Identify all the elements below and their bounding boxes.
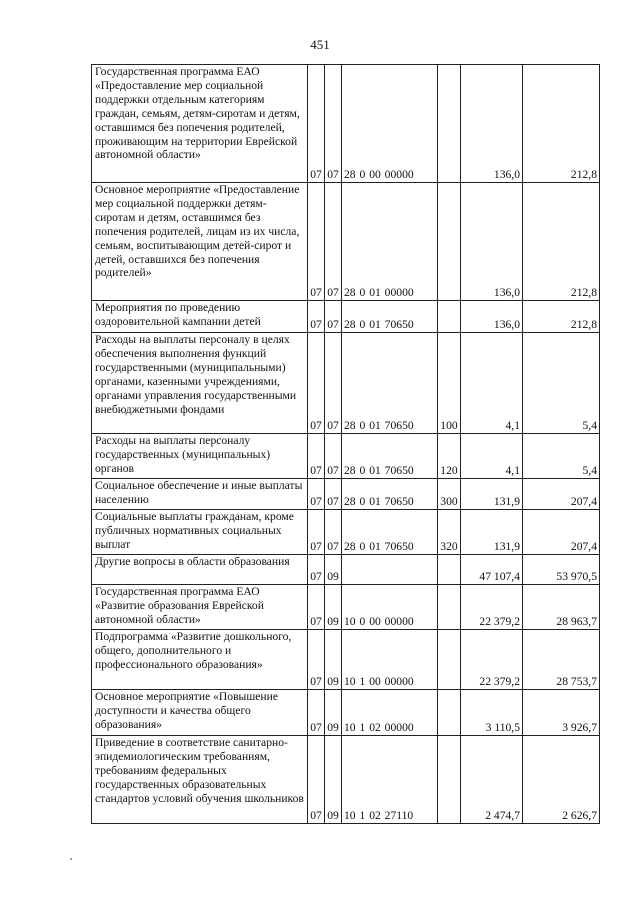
section-code: 07 — [308, 301, 325, 333]
amount-year-1: 4,1 — [461, 333, 523, 434]
section-code: 07 — [308, 65, 325, 183]
subsection-code: 09 — [325, 690, 342, 736]
amount-year-1: 47 107,4 — [461, 555, 523, 585]
amount-year-1: 136,0 — [461, 65, 523, 183]
table-row — [92, 510, 600, 555]
expense-type-code — [438, 585, 461, 630]
expense-type-code — [438, 183, 461, 301]
section-code: 07 — [308, 736, 325, 824]
amount-year-2: 5,4 — [523, 333, 600, 434]
section-code: 07 — [308, 333, 325, 434]
row-name: Основное мероприятие «Повышение доступности и качества общего образования» — [92, 690, 308, 736]
target-article-code: 10 0 00 00000 — [342, 585, 438, 630]
subsection-code: 07 — [325, 65, 342, 183]
amount-year-1: 4,1 — [461, 434, 523, 479]
table-row — [92, 333, 600, 434]
target-article-code: 10 1 00 00000 — [342, 630, 438, 690]
table-row — [92, 585, 600, 630]
table-row — [92, 630, 600, 690]
amount-year-1: 3 110,5 — [461, 690, 523, 736]
expense-type-code — [438, 736, 461, 824]
row-name: Подпрограмма «Развитие дошкольного, общего, дополнительного и профессионального образования» — [92, 630, 308, 690]
table-row — [92, 736, 600, 824]
subsection-code: 07 — [325, 301, 342, 333]
amount-year-2: 207,4 — [523, 479, 600, 510]
section-code: 07 — [308, 183, 325, 301]
expense-type-code: 120 — [438, 434, 461, 479]
section-code: 07 — [308, 630, 325, 690]
subsection-code: 09 — [325, 630, 342, 690]
amount-year-2: 5,4 — [523, 434, 600, 479]
subsection-code: 07 — [325, 434, 342, 479]
subsection-code: 07 — [325, 510, 342, 555]
table-row — [92, 183, 600, 301]
amount-year-1: 22 379,2 — [461, 585, 523, 630]
expense-type-code: 300 — [438, 479, 461, 510]
amount-year-1: 131,9 — [461, 479, 523, 510]
expense-type-code — [438, 301, 461, 333]
row-name: Социальное обеспечение и иные выплаты населению — [92, 479, 308, 510]
expense-type-code — [438, 65, 461, 183]
section-code: 07 — [308, 510, 325, 555]
target-article-code: 10 1 02 27110 — [342, 736, 438, 824]
target-article-code: 28 0 01 70650 — [342, 434, 438, 479]
amount-year-2: 207,4 — [523, 510, 600, 555]
scan-speck — [70, 858, 72, 860]
row-name: Другие вопросы в области образования — [92, 555, 308, 585]
amount-year-2: 53 970,5 — [523, 555, 600, 585]
target-article-code: 28 0 01 70650 — [342, 479, 438, 510]
expense-type-code — [438, 630, 461, 690]
expense-type-code: 320 — [438, 510, 461, 555]
row-name: Основное мероприятие «Предоставление мер социальной поддержки детям-сиротам и детям, оставшимся без попечения родителей, лицам из их числа, семьям, воспитывающим детей-сирот и детей, оставшихся без попечения родителей» — [92, 183, 308, 301]
table-row — [92, 555, 600, 585]
row-name: Мероприятия по проведению оздоровительной кампании детей — [92, 301, 308, 333]
subsection-code: 07 — [325, 479, 342, 510]
row-name: Расходы на выплаты персоналу в целях обеспечения выполнения функций государственными (муниципальными) органами, казенными учреждениями, органами управления государственными внебюджетными фондами — [92, 333, 308, 434]
amount-year-2: 212,8 — [523, 301, 600, 333]
row-name: Государственная программа ЕАО «Развитие образования Еврейской автономной области» — [92, 585, 308, 630]
target-article-code: 28 0 01 70650 — [342, 510, 438, 555]
section-code: 07 — [308, 479, 325, 510]
target-article-code: 28 0 01 00000 — [342, 183, 438, 301]
row-name: Социальные выплаты гражданам, кроме публичных нормативных социальных выплат — [92, 510, 308, 555]
section-code: 07 — [308, 690, 325, 736]
amount-year-2: 28 753,7 — [523, 630, 600, 690]
table-row — [92, 479, 600, 510]
amount-year-1: 131,9 — [461, 510, 523, 555]
table-row — [92, 65, 600, 183]
target-article-code: 28 0 01 70650 — [342, 301, 438, 333]
target-article-code: 28 0 00 00000 — [342, 65, 438, 183]
amount-year-1: 136,0 — [461, 183, 523, 301]
budget-table — [91, 64, 600, 824]
row-name: Государственная программа ЕАО «Предоставление мер социальной поддержки отдельным категориям граждан, семьям, детям-сиротам и детям, оставшимся без попечения родителей, проживающим на территории Еврейской автономной области» — [92, 65, 308, 183]
amount-year-2: 3 926,7 — [523, 690, 600, 736]
amount-year-2: 212,8 — [523, 183, 600, 301]
expense-type-code — [438, 555, 461, 585]
section-code: 07 — [308, 585, 325, 630]
target-article-code: 28 0 01 70650 — [342, 333, 438, 434]
row-name: Приведение в соответствие санитарно-эпидемиологическим требованиям, требованиям федеральных государственных образовательных стандартов условий обучения школьников — [92, 736, 308, 824]
subsection-code: 07 — [325, 333, 342, 434]
amount-year-1: 22 379,2 — [461, 630, 523, 690]
table-row — [92, 690, 600, 736]
amount-year-1: 2 474,7 — [461, 736, 523, 824]
subsection-code: 09 — [325, 555, 342, 585]
table-row — [92, 301, 600, 333]
target-article-code — [342, 555, 438, 585]
subsection-code: 07 — [325, 183, 342, 301]
section-code: 07 — [308, 555, 325, 585]
subsection-code: 09 — [325, 736, 342, 824]
amount-year-2: 212,8 — [523, 65, 600, 183]
table-row — [92, 434, 600, 479]
section-code: 07 — [308, 434, 325, 479]
amount-year-2: 28 963,7 — [523, 585, 600, 630]
amount-year-1: 136,0 — [461, 301, 523, 333]
target-article-code: 10 1 02 00000 — [342, 690, 438, 736]
subsection-code: 09 — [325, 585, 342, 630]
expense-type-code: 100 — [438, 333, 461, 434]
amount-year-2: 2 626,7 — [523, 736, 600, 824]
row-name: Расходы на выплаты персоналу государственных (муниципальных) органов — [92, 434, 308, 479]
expense-type-code — [438, 690, 461, 736]
page-number: 451 — [310, 37, 330, 52]
